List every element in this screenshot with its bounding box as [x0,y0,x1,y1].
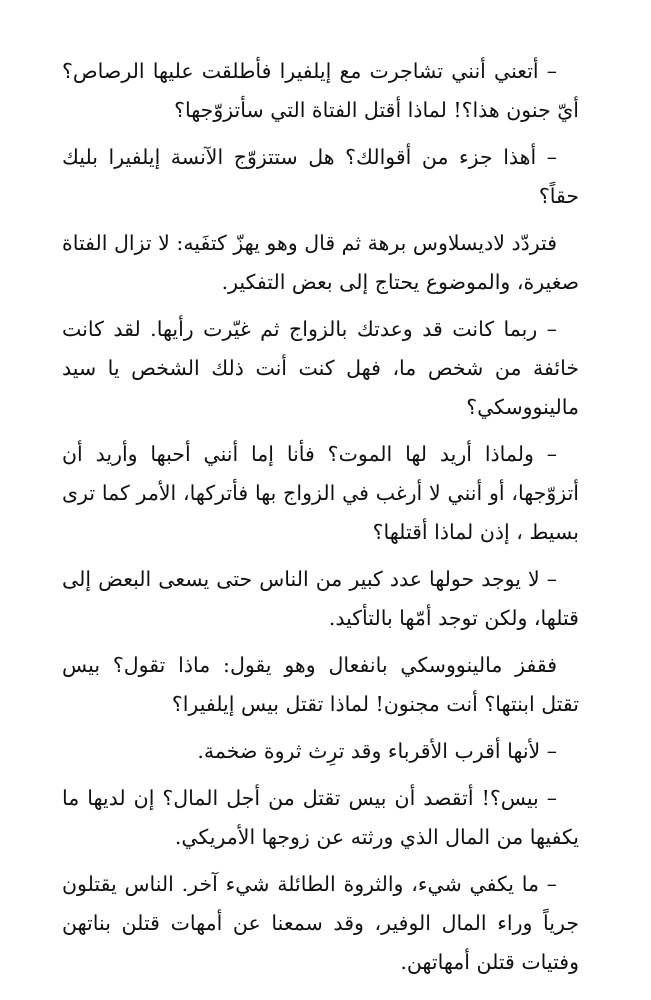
book-page [62,52,579,980]
paragraph-8: – لأنها أقرب الأقرباء وقد ترِث ثروة ضخمة. [197,739,557,763]
paragraph-7: فقفز مالينووسكي بانفعال وهو يقول: ماذا تقول؟ بيس تقتل ابنتها؟ أنت مجنون! لماذا تقتل بيس إيلفيرا؟ [62,653,579,716]
paragraph-5: – ولماذا أريد لها الموت؟ فأنا إما أنني أحبها وأريد أن أتزوّجها، أو أنني لا أرغب في الزواج بها فأتركها، الأمر كما ترى بسيط ، إذن لماذا أقتلها؟ [62,442,579,544]
paragraph-6: – لا يوجد حولها عدد كبير من الناس حتى يسعى البعض إلى قتلها، ولكن توجد أمّها بالتأكيد. [62,567,579,630]
paragraph-4: – ربما كانت قد وعدتك بالزواج ثم غيّرت رأيها. لقد كانت خائفة من شخص ما، فهل كنت أنت ذلك الشخص يا سيد مالينووسكي؟ [62,317,579,419]
paragraph-2: – أهذا جزء من أقوالك؟ هل ستتزوّج الآنسة إيلفيرا بليك حقاً؟ [62,145,579,208]
paragraph-3: فتردّد لاديسلاوس برهة ثم قال وهو يهزّ كتفَيه: لا تزال الفتاة صغيرة، والموضوع يحتاج إلى بعض التفكير. [62,231,579,294]
paragraph-10: – ما يكفي شيء، والثروة الطائلة شيء آخر. الناس يقتلون جرياً وراء المال الوفير، وقد سمعنا عن أمهات قتلن بناتهن وفتيات قتلن أمهاتهن. [62,872,579,974]
paragraph-1: – أتعني أنني تشاجرت مع إيلفيرا فأطلقت عليها الرصاص؟ أيّ جنون هذا؟! لماذا أقتل الفتاة التي سأتزوّجها؟ [62,59,579,122]
paragraph-9: – بيس؟! أتقصد أن بيس تقتل من أجل المال؟ إن لديها ما يكفيها من المال الذي ورثته عن زوجها الأمريكي. [62,786,579,849]
